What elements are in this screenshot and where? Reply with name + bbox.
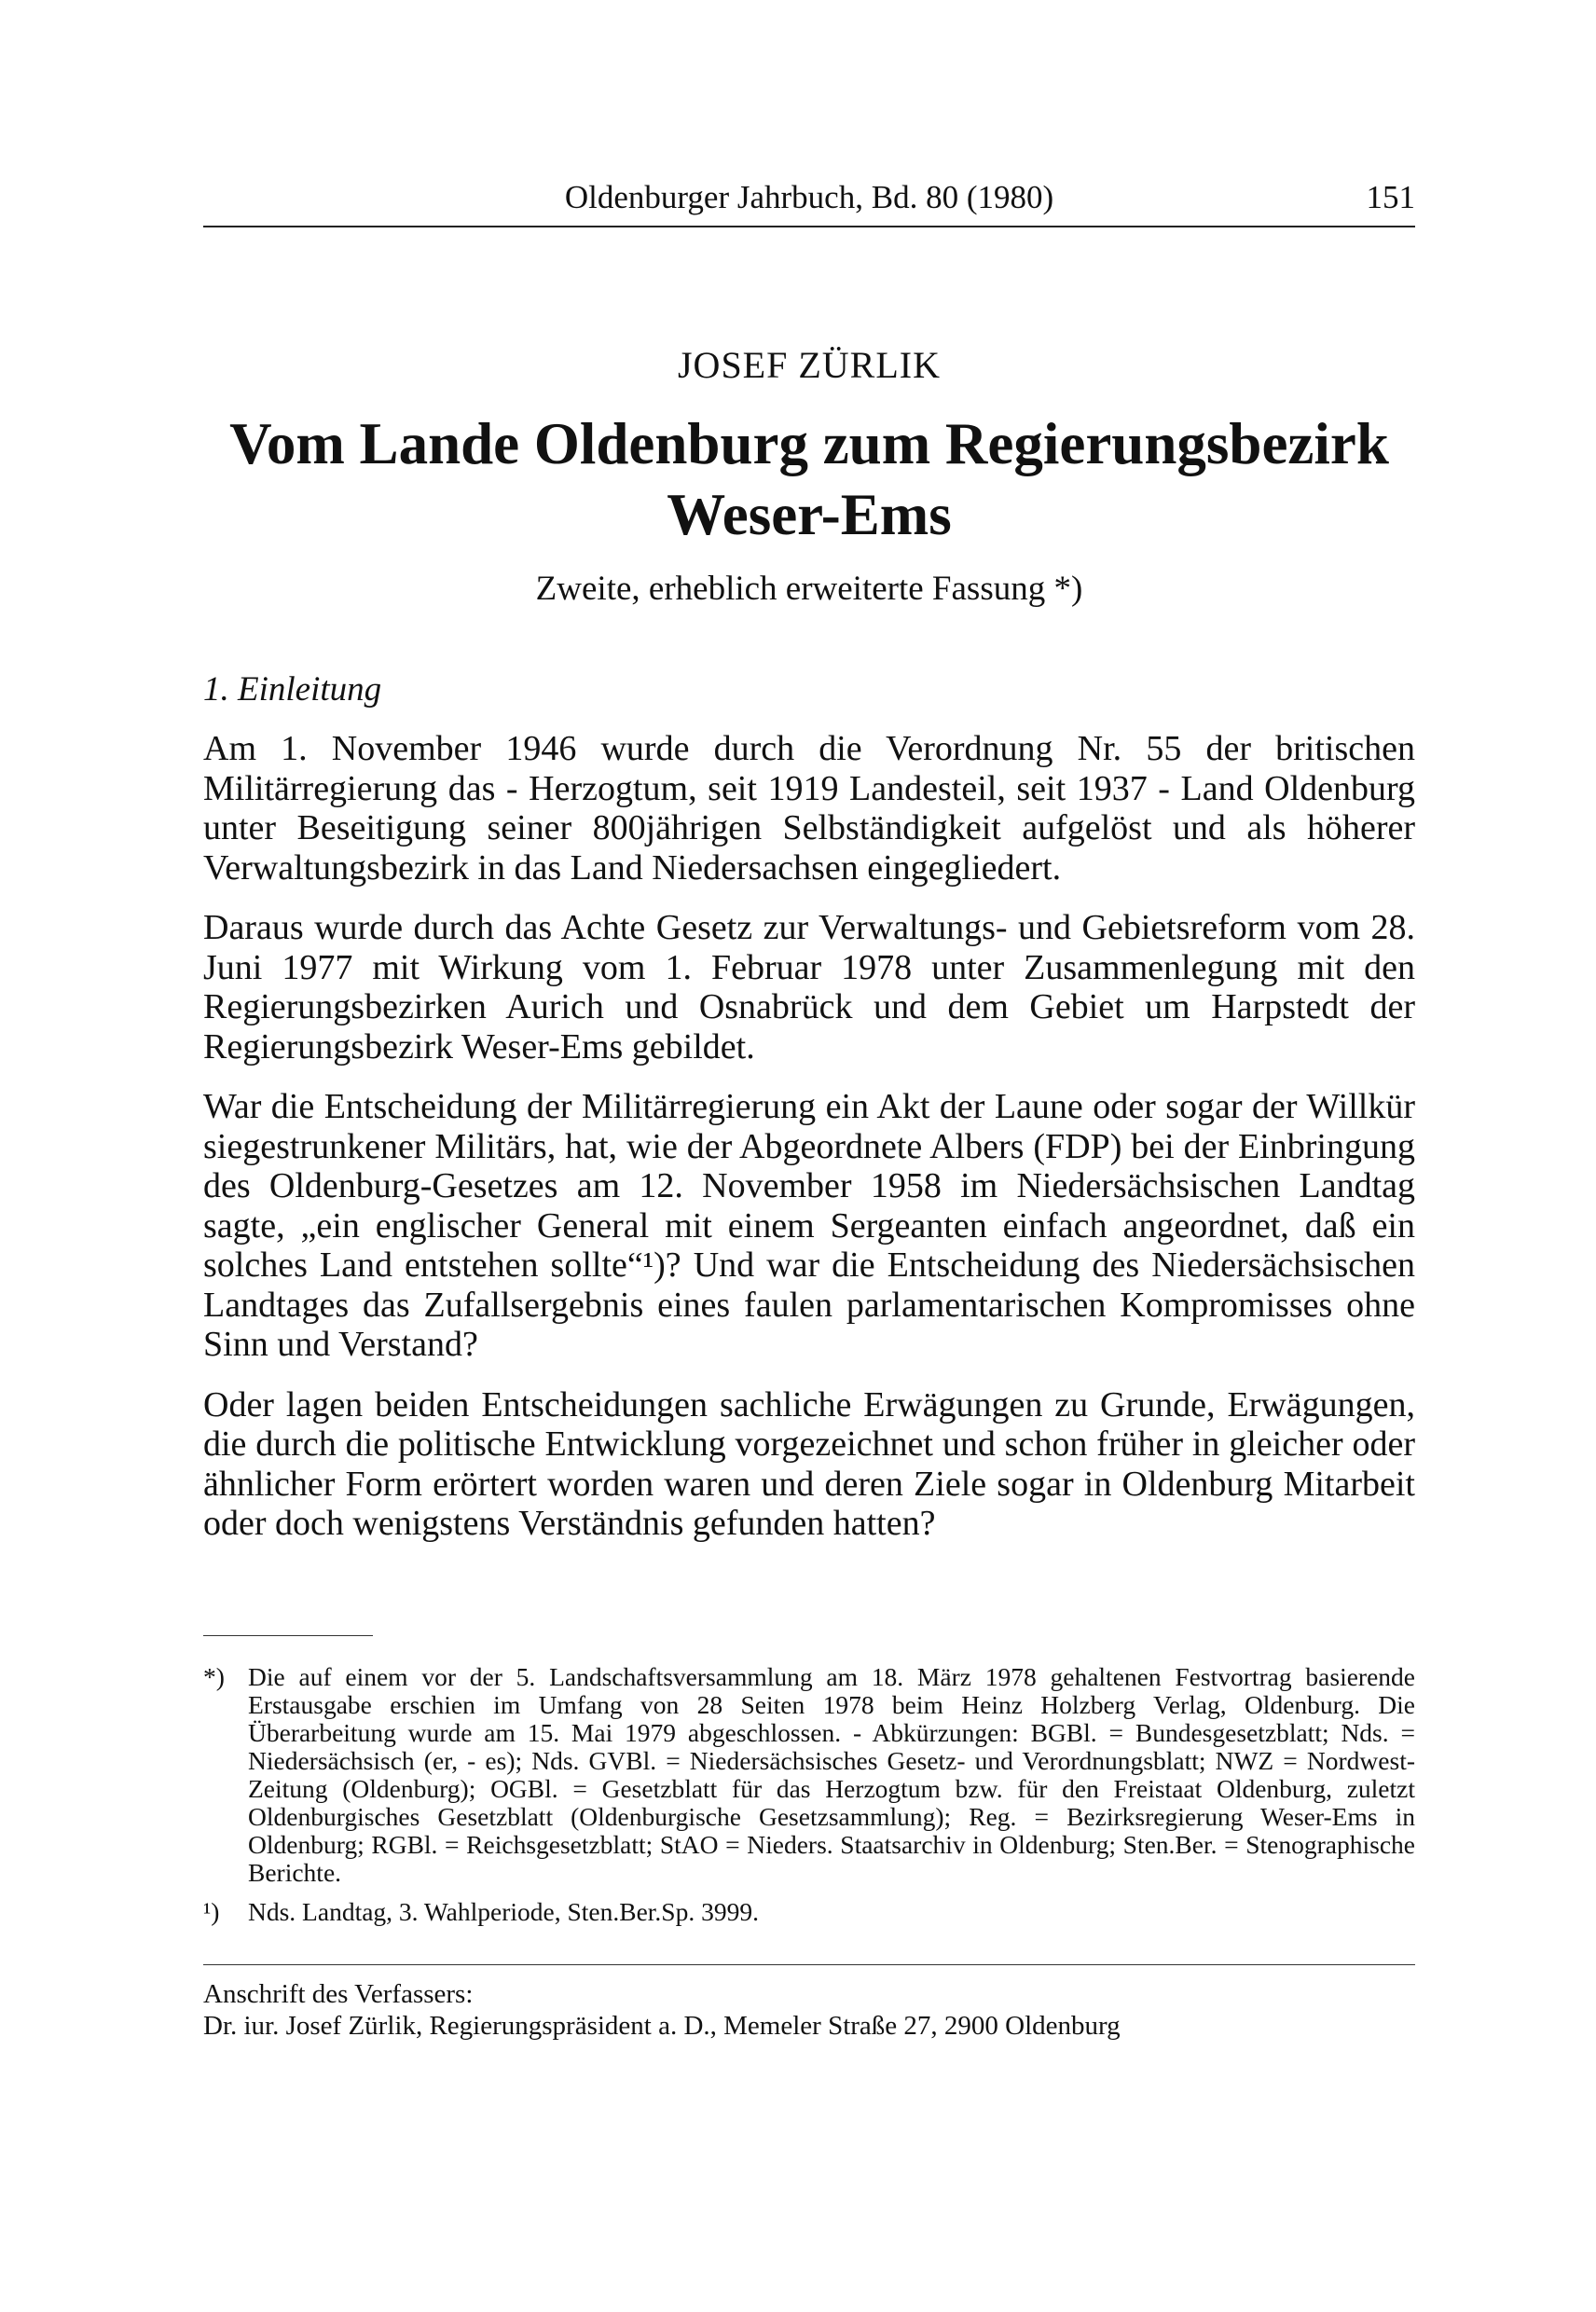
address-rule: [203, 1964, 1415, 1965]
address-text: Dr. iur. Josef Zürlik, Regierungspräsident a. D., Memeler Straße 27, 2900 Oldenburg: [203, 2011, 1121, 2041]
article-body: [203, 729, 1415, 1564]
header-rule: [203, 226, 1415, 227]
body-paragraph: Oder lagen beiden Entscheidungen sachliche Erwägungen zu Grunde, Erwägungen, die durch die politische Entwicklung vorgezeichnet und schon früher in gleicher oder ähnlicher Form erörtert worden waren und deren Ziele sogar in Oldenburg Mitarbeit oder doch wenigstens Verständnis gefunden hatten?: [203, 1384, 1415, 1543]
body-paragraph: War die Entscheidung der Militärregierung ein Akt der Laune oder sogar der Willkür siegestrunkener Militärs, hat, wie der Abgeordnete Albers (FDP) bei der Einbringung des Oldenburg-Gesetzes am 12. November 1958 im Niedersächsischen Landtag sagte, „ein englischer General mit einem Sergeanten einfach angeordnet, daß ein solches Land entstehen sollte“¹)? Und war die Entscheidung des Niedersächsischen Landtages das Zufallsergebnis eines faulen parlamentarischen Kompromisses ohne Sinn und Verstand?: [203, 1087, 1415, 1364]
footnote-text: Die auf einem vor der 5. Landschaftsversammlung am 18. März 1978 gehaltenen Festvortrag basierende Erstausgabe erschien im Umfang von 28 Seiten 1978 beim Heinz Holzberg Verlag, Oldenburg. Die Überarbeitung wurde am 15. Mai 1979 abgeschlossen. - Abkürzungen: BGBl. = Bundesgesetzblatt; Nds. = Niedersächsisch (er, - es); Nds. GVBl. = Niedersächsisches Gesetz- und Verordnungsblatt; NWZ = Nordwest-Zeitung (Oldenburg); OGBl. = Gesetzblatt für das Herzogtum bzw. für den Freistaat Oldenburg, zuletzt Oldenburgisches Gesetzblatt (Oldenburgische Gesetzsammlung); Reg. = Bezirksregierung Weser-Ems in Oldenburg; RGBl. = Reichsgesetzblatt; StAO = Nieders. Staatsarchiv in Oldenburg; Sten.Ber. = Stenographische Berichte.: [248, 1662, 1415, 1887]
footnote-mark: *): [203, 1662, 225, 1691]
footnotes: [203, 1663, 1415, 1937]
body-paragraph: Daraus wurde durch das Achte Gesetz zur Verwaltungs- und Gebietsreform vom 28. Juni 1977 mit Wirkung vom 1. Februar 1978 unter Zusammenlegung mit den Regierungsbezirken Aurich und Osnabrück und dem Gebiet um Harpstedt der Regierungsbezirk Weser-Ems gebildet.: [203, 908, 1415, 1067]
article-subtitle: Zweite, erheblich erweiterte Fassung *): [535, 570, 1083, 608]
address-label: Anschrift des Verfassers:: [203, 1979, 474, 2009]
running-header: [203, 170, 1415, 226]
footnote-mark: ¹): [203, 1897, 220, 1926]
footnote: [203, 1898, 1415, 1926]
footnote-text: Nds. Landtag, 3. Wahlperiode, Sten.Ber.Sp. 3999.: [248, 1897, 759, 1926]
footnote: [203, 1663, 1415, 1887]
page-number: 151: [1366, 179, 1415, 215]
footnote-rule: [203, 1635, 373, 1636]
article-title: Vom Lande Oldenburg zum Regierungsbezirk Weser-Ems: [229, 411, 1389, 547]
author-address: [203, 1978, 1415, 2042]
section-heading: 1. Einleitung: [203, 670, 382, 709]
body-paragraph: Am 1. November 1946 wurde durch die Verordnung Nr. 55 der britischen Militärregierung das - Herzogtum, seit 1919 Landesteil, seit 1937 - Land Oldenburg unter Beseitigung seiner 800jährigen Selbständigkeit aufgelöst und als höherer Verwaltungsbezirk in das Land Niedersachsen eingegliedert.: [203, 729, 1415, 888]
article-author: JOSEF ZÜRLIK: [677, 344, 942, 386]
journal-title: Oldenburger Jahrbuch, Bd. 80 (1980): [564, 179, 1054, 215]
